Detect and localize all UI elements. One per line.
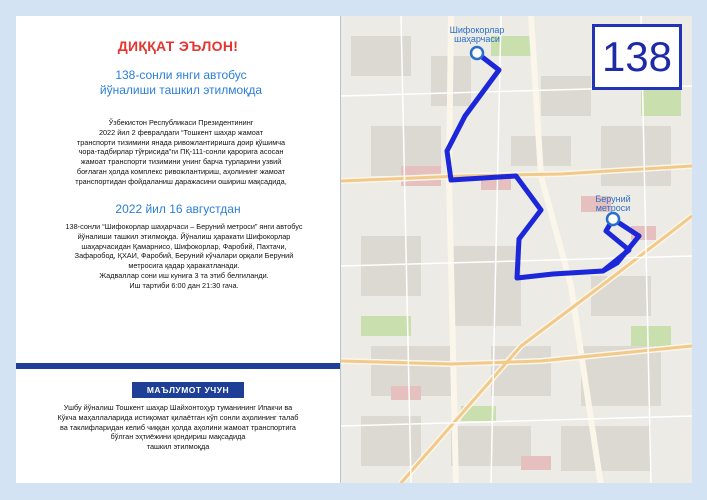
announcement-panel xyxy=(16,16,340,483)
details-line: Иш тартиби 6:00 дан 21:30 гача. xyxy=(129,280,239,290)
announcement-subtitle xyxy=(56,68,306,98)
footer-line: ва таклифларидан келиб чиққан ҳолда аҳолини жамоат транспортига xyxy=(59,422,296,432)
stop-end-line: Беруний xyxy=(595,194,631,204)
stop-end-line: метроси xyxy=(595,203,631,213)
route-map xyxy=(340,16,692,483)
announcement-title: ДИҚҚАТ ЭЪЛОН! xyxy=(117,38,239,54)
section-divider xyxy=(16,363,340,369)
details-line: Зафаробод, ҚХАИ, Фаробий, Беруний кўчалари орқали Беруний xyxy=(74,251,294,261)
details-line: метросига қадар ҳаракатланади. xyxy=(128,261,240,271)
stop-end-label xyxy=(585,195,641,213)
stop-end-marker[interactable] xyxy=(607,213,619,225)
details-line: 138-сонли “Шифокорлар шаҳарчаси – Беруний метроси” янги автобус xyxy=(65,222,303,231)
intro-line: 2022 йил 2 февралдаги “Тошкент шаҳар жамоат xyxy=(98,127,264,137)
intro-line: жамоат транспорти тизимини унинг барча турларини узвий xyxy=(80,157,282,167)
stop-start-marker[interactable] xyxy=(471,47,483,59)
intro-paragraph xyxy=(46,118,316,187)
route-details-paragraph xyxy=(44,222,324,291)
intro-line: транспорти тизимини янада ривожлантиришга доир қўшимча xyxy=(76,137,286,147)
subtitle-line: 138-сонли янги автобус xyxy=(115,68,247,82)
stop-start-label xyxy=(439,26,515,44)
start-date: 2022 йил 16 августдан xyxy=(115,202,241,216)
footer-line: ташкил этилмоқда xyxy=(146,442,210,452)
info-badge: МАЪЛУМОТ УЧУН xyxy=(132,382,244,398)
details-line: йўналиши ташкил этилмоқда. Йўналиш ҳаракати Шифокорлар xyxy=(77,231,291,241)
subtitle-line: йўналиши ташкил этилмоқда xyxy=(99,83,263,97)
route-number-badge: 138 xyxy=(592,24,682,90)
footer-line: бўлган эҳтиёжини қондириш мақсадида xyxy=(110,432,246,442)
footer-line: Кўкча маҳаллаларида истиқомат қилаётган кўп сонли аҳолининг талаб xyxy=(57,412,299,422)
footer-paragraph xyxy=(30,403,326,452)
details-line: Жадваллар сони иш кунига 3 та этиб белгиланди. xyxy=(99,270,269,280)
footer-line: Ушбу йўналиш Тошкент шаҳар Шайхонтоҳур туманининг Ипакчи ва xyxy=(63,403,293,412)
stop-start-line: Шифокорлар xyxy=(449,25,505,35)
intro-line: боғлаган ҳолда комплекс ривожлантириш, аҳолининг жамоат xyxy=(76,166,286,176)
intro-line: транспортидан фойдаланиш даражасини ошириш мақсадида, xyxy=(75,176,287,186)
stop-start-line: шаҳарчаси xyxy=(454,34,500,44)
intro-line: Ўзбекистон Республикаси Президентининг xyxy=(108,118,254,127)
intro-line: чора-тадбирлар тўғрисида”ги ПҚ-111-сонли қарорига асосан xyxy=(78,147,284,157)
details-line: шаҳарчасидан Қамарниcо, Шифокорлар, Фаробий, Пахтачи, xyxy=(81,241,287,251)
